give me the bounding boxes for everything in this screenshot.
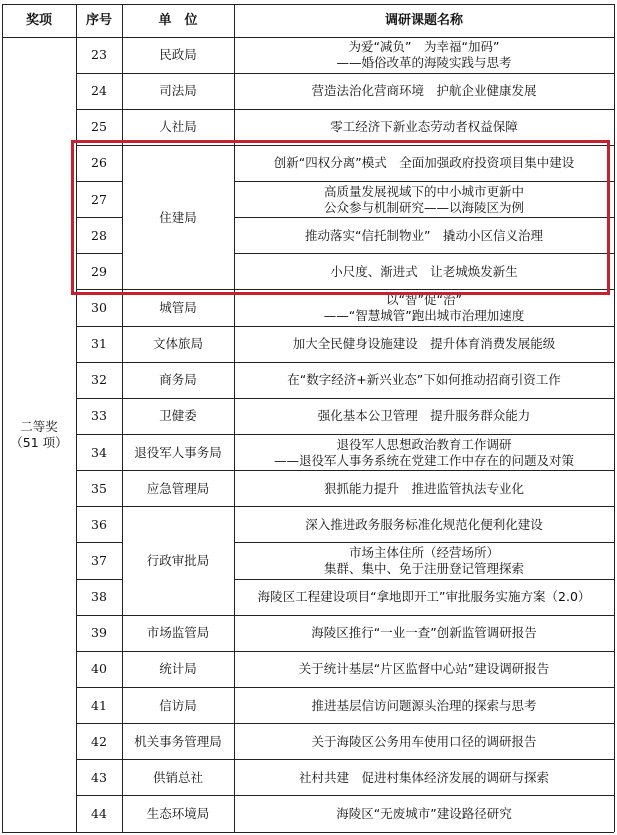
title-line: 海陵区“无废城市”建设路径研究 bbox=[336, 805, 512, 821]
row-divider bbox=[76, 326, 122, 327]
title-line: 关于海陵区公务用车使用口径的调研报告 bbox=[311, 733, 537, 749]
unit-cell: 市场监管局 bbox=[146, 625, 210, 641]
column-divider bbox=[2, 4, 3, 832]
title-line: 推动落实“信托制物业” 撬动小区信义治理 bbox=[305, 227, 543, 243]
unit-cell: 住建局 bbox=[159, 209, 197, 225]
title-line: 营造法治化营商环境 护航企业健康发展 bbox=[311, 83, 537, 99]
unit-cell: 人社局 bbox=[159, 119, 197, 135]
row-number: 25 bbox=[91, 119, 107, 135]
row-divider bbox=[234, 506, 614, 507]
title-line: 为爱“减负” 为幸福“加码” bbox=[348, 39, 500, 55]
row-divider bbox=[122, 434, 234, 435]
row-title bbox=[234, 543, 614, 579]
row-divider bbox=[76, 73, 122, 74]
row-title bbox=[234, 290, 614, 326]
row-title bbox=[234, 37, 614, 73]
row-number: 28 bbox=[91, 227, 107, 243]
row-number: 44 bbox=[91, 805, 107, 821]
title-line: 深入推进政务服务标准化规范化便利化建设 bbox=[305, 516, 543, 532]
row-divider bbox=[122, 326, 234, 327]
row-divider bbox=[76, 579, 122, 580]
unit-cell: 司法局 bbox=[159, 83, 197, 99]
row-title bbox=[234, 724, 614, 760]
title-line: 公众参与机制研究——以海陵区为例 bbox=[323, 199, 524, 215]
row-title bbox=[234, 796, 614, 832]
row-divider bbox=[234, 687, 614, 688]
row-number: 38 bbox=[91, 589, 107, 605]
row-number: 36 bbox=[91, 516, 107, 532]
row-title bbox=[234, 73, 614, 109]
row-number: 40 bbox=[91, 661, 107, 677]
row-title bbox=[234, 507, 614, 543]
row-divider bbox=[76, 615, 122, 616]
award-group-cell bbox=[2, 37, 76, 832]
row-divider bbox=[234, 73, 614, 74]
row-title bbox=[234, 398, 614, 434]
row-divider bbox=[234, 759, 614, 760]
header-title: 调研课题名称 bbox=[384, 12, 463, 28]
unit-cell: 商务局 bbox=[159, 372, 197, 388]
row-divider bbox=[234, 795, 614, 796]
table-border-top bbox=[2, 4, 614, 5]
row-title bbox=[234, 651, 614, 687]
row-title bbox=[234, 471, 614, 507]
row-number: 43 bbox=[91, 769, 107, 785]
row-divider bbox=[122, 398, 234, 399]
row-divider bbox=[76, 759, 122, 760]
row-divider bbox=[76, 651, 122, 652]
column-divider bbox=[234, 4, 235, 832]
row-title bbox=[234, 435, 614, 471]
column-divider bbox=[614, 4, 615, 832]
title-line: 海陵区工程建设项目“拿地即开工”审批服务实施方案（2.0） bbox=[257, 589, 591, 605]
row-divider bbox=[122, 73, 234, 74]
title-line: 零工经济下新业态劳动者权益保障 bbox=[330, 119, 518, 135]
title-line: ——婚俗改革的海陵实践与思考 bbox=[336, 55, 512, 71]
row-number: 23 bbox=[91, 47, 107, 63]
title-line: 关于统计基层“片区监督中心站”建设调研报告 bbox=[298, 661, 550, 677]
title-line: 市场主体住所（经营场所） bbox=[348, 544, 499, 560]
unit-cell: 文体旅局 bbox=[152, 336, 203, 352]
row-title bbox=[234, 579, 614, 615]
row-number: 37 bbox=[91, 552, 107, 568]
row-divider bbox=[76, 470, 122, 471]
award-group-count: （51 项） bbox=[10, 434, 68, 450]
title-line: 推进基层信访问题源头治理的探索与思考 bbox=[311, 697, 537, 713]
unit-cell: 卫健委 bbox=[159, 408, 197, 424]
row-number: 42 bbox=[91, 733, 107, 749]
row-divider bbox=[122, 109, 234, 110]
row-divider bbox=[234, 542, 614, 543]
unit-cell: 退役军人事务局 bbox=[134, 444, 222, 460]
row-divider bbox=[76, 398, 122, 399]
unit-cell: 行政审批局 bbox=[146, 552, 210, 568]
row-number: 24 bbox=[91, 83, 107, 99]
row-number: 27 bbox=[91, 191, 107, 207]
header-divider bbox=[2, 37, 614, 38]
row-number: 30 bbox=[91, 300, 107, 316]
row-divider bbox=[122, 615, 234, 616]
title-line: 社村共建 促进村集体经济发展的调研与探索 bbox=[298, 769, 549, 785]
row-number: 41 bbox=[91, 697, 107, 713]
row-divider bbox=[76, 795, 122, 796]
row-divider bbox=[76, 109, 122, 110]
row-divider bbox=[122, 470, 234, 471]
row-divider bbox=[234, 579, 614, 580]
row-number: 34 bbox=[91, 444, 107, 460]
title-line: ——“智慧城管”跑出城市治理加速度 bbox=[323, 308, 525, 324]
highlight-box bbox=[71, 140, 610, 295]
row-title bbox=[234, 326, 614, 362]
row-divider bbox=[234, 615, 614, 616]
row-divider bbox=[234, 326, 614, 327]
row-divider bbox=[76, 542, 122, 543]
title-line: 以“智”促“治” bbox=[386, 292, 462, 308]
row-title bbox=[234, 362, 614, 398]
unit-cell: 信访局 bbox=[159, 697, 197, 713]
row-divider bbox=[76, 723, 122, 724]
award-table bbox=[2, 4, 614, 832]
row-divider bbox=[122, 651, 234, 652]
unit-cell: 城管局 bbox=[159, 300, 197, 316]
title-line: 海陵区推行“一业一查”创新监管调研报告 bbox=[311, 625, 537, 641]
row-divider bbox=[122, 795, 234, 796]
row-divider bbox=[234, 109, 614, 110]
title-line: ——退役军人事务系统在党建工作中存在的问题及对策 bbox=[273, 452, 574, 468]
title-line: 强化基本公卫管理 提升服务群众能力 bbox=[317, 408, 531, 424]
row-divider bbox=[122, 759, 234, 760]
title-line: 小尺度、渐进式 让老城焕发新生 bbox=[330, 263, 518, 279]
table-border-bottom bbox=[2, 832, 614, 833]
row-number: 31 bbox=[91, 336, 107, 352]
unit-cell: 应急管理局 bbox=[146, 480, 210, 496]
title-line: 在“数字经济+新兴业态”下如何推动招商引资工作 bbox=[287, 372, 561, 388]
row-divider bbox=[234, 398, 614, 399]
unit-cell: 生态环境局 bbox=[146, 805, 210, 821]
row-number: 39 bbox=[91, 625, 107, 641]
row-divider bbox=[76, 506, 122, 507]
row-divider bbox=[122, 362, 234, 363]
unit-cell: 统计局 bbox=[159, 661, 197, 677]
title-line: 退役军人思想政治教育工作调研 bbox=[336, 436, 512, 452]
row-title bbox=[234, 687, 614, 723]
row-divider bbox=[76, 687, 122, 688]
title-line: 加大全民健身设施建设 提升体育消费发展能级 bbox=[292, 336, 556, 352]
row-divider bbox=[76, 434, 122, 435]
row-divider bbox=[76, 362, 122, 363]
unit-cell: 机关事务管理局 bbox=[134, 733, 222, 749]
row-divider bbox=[234, 723, 614, 724]
title-line: 狠抓能力提升 推进监管执法专业化 bbox=[323, 480, 524, 496]
column-divider bbox=[76, 4, 77, 832]
row-divider bbox=[234, 651, 614, 652]
unit-cell: 民政局 bbox=[159, 47, 197, 63]
header-award: 奖项 bbox=[25, 12, 52, 28]
title-line: 集群、集中、免于注册登记管理探索 bbox=[323, 560, 524, 576]
row-title bbox=[234, 615, 614, 651]
award-group-name: 二等奖 bbox=[20, 418, 58, 434]
row-number: 29 bbox=[91, 263, 107, 279]
row-divider bbox=[234, 470, 614, 471]
header-seq: 序号 bbox=[85, 12, 112, 28]
row-divider bbox=[122, 687, 234, 688]
header-unit: 单 位 bbox=[158, 12, 198, 28]
row-divider bbox=[122, 506, 234, 507]
row-divider bbox=[234, 434, 614, 435]
title-line: 创新“四权分离”模式 全面加强政府投资项目集中建设 bbox=[273, 155, 575, 171]
row-title bbox=[234, 760, 614, 796]
title-line: 高质量发展视域下的中小城市更新中 bbox=[323, 183, 524, 199]
row-number: 26 bbox=[91, 155, 107, 171]
unit-cell: 供销总社 bbox=[152, 769, 203, 785]
row-number: 32 bbox=[91, 372, 107, 388]
row-number: 35 bbox=[91, 480, 107, 496]
row-divider bbox=[234, 362, 614, 363]
row-number: 33 bbox=[91, 408, 107, 424]
row-divider bbox=[122, 723, 234, 724]
column-divider bbox=[122, 4, 123, 832]
